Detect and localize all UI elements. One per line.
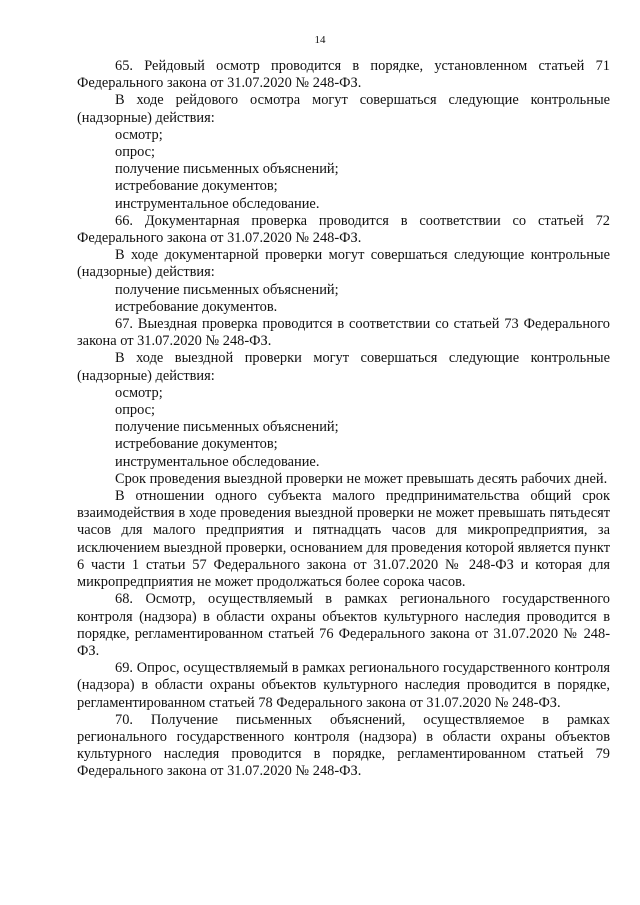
document-body (77, 58, 610, 781)
paragraph-inspection-term: Срок проведения выездной проверки не может превышать десять рабочих дней. (115, 470, 608, 487)
list-item: истребование документов. (115, 298, 278, 315)
list-item: получение письменных объяснений; (115, 161, 339, 178)
list-item: получение письменных объяснений; (115, 419, 339, 436)
list-item: опрос; (115, 402, 156, 419)
paragraph-66-actions-intro: В ходе документарной проверки могут совершаться следующие контрольные (надзорные) действия: (77, 247, 610, 281)
list-item: инструментальное обследование. (115, 195, 320, 212)
paragraph-65: 65. Рейдовый осмотр проводится в порядке, установленном статьей 71 Федерального закона от 31.07.2020 № 248-ФЗ. (77, 58, 610, 92)
list-item: получение письменных объяснений; (115, 281, 339, 298)
paragraph-66: 66. Документарная проверка проводится в соответствии со статьей 72 Федерального закона от 31.07.2020 № 248-ФЗ. (77, 212, 610, 247)
page-number: 14 (314, 34, 326, 46)
paragraph-69: 69. Опрос, осуществляемый в рамках регионального государственного контроля (надзора) в области охраны объектов культурного наследия проводится в порядке, регламентированном статьей 78 Федерального закона от 31.07.2020 № 248-ФЗ. (77, 660, 610, 711)
list-item: опрос; (115, 144, 156, 161)
list-item: истребование документов; (115, 436, 278, 453)
list-item: осмотр; (115, 126, 163, 143)
list-item: инструментальное обследование. (115, 453, 320, 470)
list-item: осмотр; (115, 384, 163, 401)
paragraph-68: 68. Осмотр, осуществляемый в рамках регионального государственного контроля (надзора) в области охраны объектов культурного наследия проводится в порядке, регламентированном статьей 76 Федерального закона от 31.07.2020 № 248-ФЗ. (77, 591, 610, 659)
paragraph-interaction-term: В отношении одного субъекта малого предпринимательства общий срок взаимодействия в ходе проведения выездной проверки не может превышать пятьдесят часов для малого предприятия и пятнадцать часов для микропредприятия, за исключением выездной проверки, основанием для проведения которой является пункт 6 части 1 статьи 57 Федерального закона от 31.07.2020 № 248-ФЗ и которая для микропредприятия не может продолжаться более сорока часов. (77, 488, 610, 591)
list-item: истребование документов; (115, 178, 278, 195)
paragraph-67: 67. Выездная проверка проводится в соответствии со статьей 73 Федерального закона от 31.07.2020 № 248-ФЗ. (77, 316, 610, 350)
paragraph-70: 70. Получение письменных объяснений, осуществляемое в рамках регионального государственного контроля (надзора) в области охраны объектов культурного наследия проводится в порядке, регламентированном статьей 79 Федерального закона от 31.07.2020 № 248-ФЗ. (77, 711, 610, 780)
paragraph-65-actions-intro: В ходе рейдового осмотра могут совершаться следующие контрольные (надзорные) действия: (77, 92, 610, 126)
paragraph-67-actions-intro: В ходе выездной проверки могут совершаться следующие контрольные (надзорные) действия: (77, 350, 610, 384)
